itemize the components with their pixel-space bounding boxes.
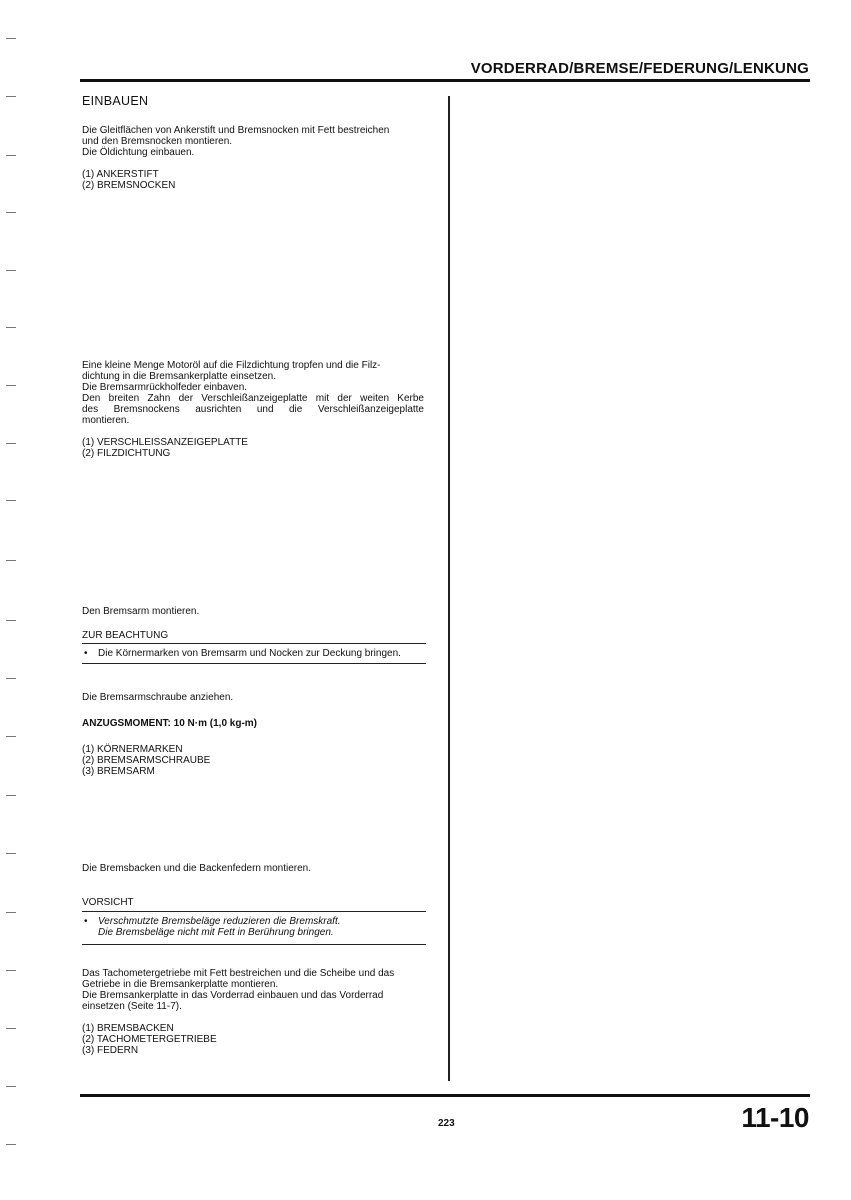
part-label: (3) FEDERN [82,1045,139,1056]
instruction-line: Den Bremsarm montieren. [82,606,200,617]
text-line: Das Tachometergetriebe mit Fett bestreichen und die Scheibe und das [82,968,395,979]
text-line: und den Bremsnocken montieren. [82,136,233,147]
page-number: 223 [438,1118,455,1129]
caution-item [82,916,426,938]
text-line: Die Bremsarmrückholfeder einbaven. [82,382,248,393]
text-line: des Bremsnockens ausrichten und die Verschleißanzeigeplatte [82,404,424,415]
caution-text: Verschmutzte Bremsbeläge reduzieren die Bremskraft. [98,916,341,927]
caution-rule-top [82,911,426,912]
margin-tick [6,96,16,97]
margin-tick [6,38,16,39]
instruction-line: Die Bremsbacken und die Backenfedern montieren. [82,863,312,874]
margin-tick [6,500,16,501]
part-label: (2) TACHOMETERGETRIEBE [82,1034,217,1045]
caution-text: Die Bremsbeläge nicht mit Fett in Berührung bringen. [98,927,334,938]
note-text: Die Körnermarken von Bremsarm und Nocken zur Deckung bringen. [98,648,401,659]
instruction-line: Die Bremsarmschraube anziehen. [82,692,234,703]
text-line: Die Gleitflächen von Ankerstift und Bremsnocken mit Fett bestreichen [82,125,390,136]
margin-tick [6,327,16,328]
part-label: (1) KÖRNERMARKEN [82,744,183,755]
bullet-icon: • [84,916,88,927]
margin-tick [6,1086,16,1087]
section-number: 11-10 [741,1102,809,1133]
margin-tick [6,736,16,737]
column-divider [448,96,450,1081]
bullet-icon: • [84,648,88,659]
margin-tick [6,970,16,971]
text-line: Die Öldichtung einbauen. [82,147,195,158]
margin-tick [6,212,16,213]
part-label: (2) BREMSARMSCHRAUBE [82,755,211,766]
part-label: (2) FILZDICHTUNG [82,448,171,459]
instruction-block-4 [82,968,424,1056]
text-line: Den breiten Zahn der Verschleißanzeigeplatte mit der weiten Kerbe [82,393,424,404]
text-line: Eine kleine Menge Motoröl auf die Filzdichtung tropfen und die Filz- [82,360,381,371]
note-rule-top [82,643,426,644]
note-rule-bottom [82,663,426,664]
margin-tick [6,678,16,679]
section-heading: EINBAUEN [82,94,149,108]
part-label: (3) BREMSARM [82,766,155,777]
part-label: (2) BREMSNOCKEN [82,180,176,191]
caution-rule-bottom [82,944,426,945]
instruction-block-1 [82,125,424,191]
part-label: (1) ANKERSTIFT [82,169,159,180]
instruction-block-2 [82,360,424,459]
margin-tick [6,1028,16,1029]
margin-tick [6,1144,16,1145]
margin-tick [6,385,16,386]
text-line: einsetzen (Seite 11-7). [82,1001,182,1012]
text-line: Die Bremsankerplatte in das Vorderrad einbauen und das Vorderrad [82,990,384,1001]
note-label: ZUR BEACHTUNG [82,630,169,641]
text-line: montieren. [82,415,130,426]
margin-tick [6,443,16,444]
part-label: (1) VERSCHLEISSANZEIGEPLATTE [82,437,248,448]
text-line: Getriebe in die Bremsankerplatte montieren. [82,979,279,990]
header-rule [80,79,810,82]
margin-tick [6,560,16,561]
torque-spec: ANZUGSMOMENT: 10 N·m (1,0 kg-m) [82,718,258,729]
part-labels-block-3 [82,744,424,777]
footer-rule [80,1094,810,1097]
margin-tick [6,912,16,913]
margin-tick [6,155,16,156]
margin-tick [6,620,16,621]
caution-label: VORSICHT [82,897,134,908]
margin-tick [6,270,16,271]
part-label: (1) BREMSBACKEN [82,1023,174,1034]
margin-tick [6,795,16,796]
margin-tick [6,853,16,854]
note-item [82,648,426,659]
page-header-title: VORDERRAD/BREMSE/FEDERUNG/LENKUNG [470,60,809,77]
text-line: dichtung in die Bremsankerplatte einsetzen. [82,371,277,382]
